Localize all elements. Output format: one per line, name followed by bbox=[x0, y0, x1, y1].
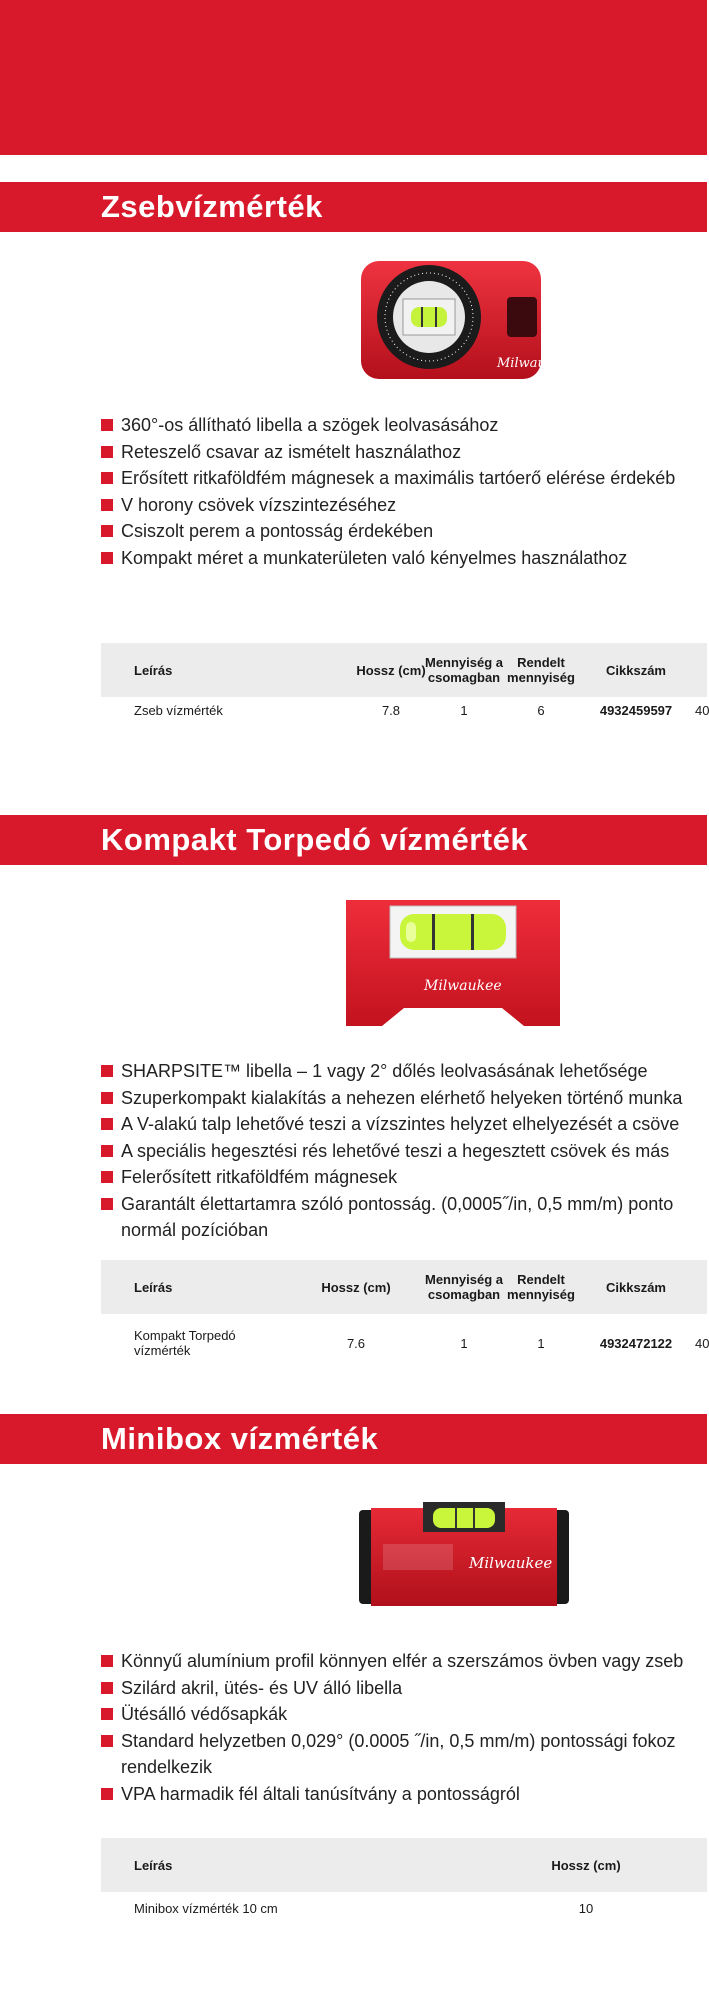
top-red-band bbox=[0, 0, 707, 155]
cell-article-number: 4932459597 bbox=[599, 702, 673, 718]
table-header bbox=[101, 1838, 707, 1892]
cell-length: 10 bbox=[578, 1900, 594, 1916]
list-item-continuation: normál pozícióban bbox=[121, 1220, 269, 1240]
list-item: Erősített ritkaföldfém mágnesek a maximális tartóerő elérése érdekéb bbox=[101, 465, 707, 492]
bullet-icon bbox=[101, 1708, 113, 1720]
list-item: Szilárd akril, ütés- és UV álló libella bbox=[101, 1675, 707, 1702]
bullet-icon bbox=[101, 1788, 113, 1800]
bullet-icon bbox=[101, 1118, 113, 1130]
milwaukee-logo: Milwaukee bbox=[469, 1554, 553, 1572]
list-item: Garantált élettartamra szóló pontosság. (0,0005˝/in, 0,5 mm/m) ponto bbox=[101, 1191, 707, 1218]
section-title-torpedo-level: Kompakt Torpedó vízmérték bbox=[0, 815, 707, 865]
header-pack-qty: Mennyiség a csomagban bbox=[424, 655, 504, 685]
list-item: Könnyű alumínium profil könnyen elfér a szerszámos övben vagy zseb bbox=[101, 1648, 707, 1675]
cell-order-qty: 6 bbox=[537, 702, 545, 718]
header-length: Hossz (cm) bbox=[321, 1279, 391, 1295]
table-row bbox=[101, 1888, 707, 1928]
bullet-icon bbox=[101, 499, 113, 511]
cell-pack-qty: 1 bbox=[460, 1335, 468, 1351]
header-length: Hossz (cm) bbox=[551, 1857, 621, 1873]
cell-length: 7.8 bbox=[381, 702, 401, 718]
table-row bbox=[101, 1320, 707, 1366]
bullet-icon bbox=[101, 472, 113, 484]
list-item: A speciális hegesztési rés lehetővé teszi a hegesztett csövek és más bbox=[101, 1138, 707, 1165]
cell-overflow: 40 bbox=[695, 1335, 709, 1351]
pocket-level-image bbox=[357, 255, 570, 385]
header-length: Hossz (cm) bbox=[356, 662, 426, 678]
header-description: Leírás bbox=[134, 1857, 173, 1873]
cell-description: Zseb vízmérték bbox=[134, 702, 223, 718]
milwaukee-logo: Milwaukee bbox=[424, 978, 502, 994]
feature-list-minibox-level bbox=[101, 1648, 707, 1807]
bullet-icon bbox=[101, 552, 113, 564]
torpedo-level-image bbox=[342, 898, 564, 1032]
list-item: Kompakt méret a munkaterületen való kényelmes használathoz bbox=[101, 545, 707, 572]
list-item: VPA harmadik fél általi tanúsítvány a pontosságról bbox=[101, 1781, 707, 1808]
cell-pack-qty: 1 bbox=[460, 702, 468, 718]
bullet-icon bbox=[101, 1735, 113, 1747]
cell-overflow: 40 bbox=[695, 702, 709, 718]
section-title-pocket-level: Zsebvízmérték bbox=[0, 182, 707, 232]
list-item: V horony csövek vízszintezéséhez bbox=[101, 492, 707, 519]
bullet-icon bbox=[101, 1655, 113, 1667]
header-article-number: Cikkszám bbox=[606, 662, 666, 678]
bullet-icon bbox=[101, 1145, 113, 1157]
header-order-qty: Rendelt mennyiség bbox=[507, 655, 575, 685]
bullet-icon bbox=[101, 1682, 113, 1694]
cell-order-qty: 1 bbox=[537, 1335, 545, 1351]
cell-length: 7.6 bbox=[346, 1335, 366, 1351]
header-description: Leírás bbox=[134, 662, 173, 678]
list-item: Standard helyzetben 0,029° (0.0005 ˝/in, 0,5 mm/m) pontossági fokoz bbox=[101, 1728, 707, 1755]
section-title-minibox-level: Minibox vízmérték bbox=[0, 1414, 707, 1464]
header-order-qty: Rendelt mennyiség bbox=[507, 1272, 575, 1302]
list-item: Csiszolt perem a pontosság érdekében bbox=[101, 518, 707, 545]
list-item: Szuperkompakt kialakítás a nehezen elérhető helyeken történő munka bbox=[101, 1085, 707, 1112]
bullet-icon bbox=[101, 1198, 113, 1210]
feature-list-pocket-level bbox=[101, 412, 707, 571]
bullet-icon bbox=[101, 419, 113, 431]
list-item-continuation: rendelkezik bbox=[121, 1757, 213, 1777]
table-row bbox=[101, 690, 707, 730]
cell-description: Minibox vízmérték 10 cm bbox=[134, 1900, 278, 1916]
milwaukee-logo: Milwaukee bbox=[497, 356, 570, 371]
list-item: Felerősített ritkaföldfém mágnesek bbox=[101, 1164, 707, 1191]
header-description: Leírás bbox=[134, 1279, 173, 1295]
bullet-icon bbox=[101, 525, 113, 537]
list-item: A V-alakú talp lehetővé teszi a vízszintes helyzet elhelyezését a csöve bbox=[101, 1111, 707, 1138]
header-article-number: Cikkszám bbox=[606, 1279, 666, 1295]
cell-article-number: 4932472122 bbox=[599, 1335, 673, 1351]
cell-description: Kompakt Torpedó vízmérték bbox=[134, 1328, 236, 1358]
list-item: Ütésálló védősapkák bbox=[101, 1701, 707, 1728]
bullet-icon bbox=[101, 446, 113, 458]
list-item: Reteszelő csavar az ismételt használathoz bbox=[101, 439, 707, 466]
minibox-level-image bbox=[357, 1498, 571, 1616]
list-item: 360°-os állítható libella a szögek leolvasásához bbox=[101, 412, 707, 439]
table-header bbox=[101, 643, 707, 697]
bullet-icon bbox=[101, 1171, 113, 1183]
bullet-icon bbox=[101, 1065, 113, 1077]
header-pack-qty: Mennyiség a csomagban bbox=[424, 1272, 504, 1302]
bullet-icon bbox=[101, 1092, 113, 1104]
list-item: SHARPSITE™ libella – 1 vagy 2° dőlés leolvasásának lehetősége bbox=[101, 1058, 707, 1085]
table-header bbox=[101, 1260, 707, 1314]
feature-list-torpedo-level bbox=[101, 1058, 707, 1244]
